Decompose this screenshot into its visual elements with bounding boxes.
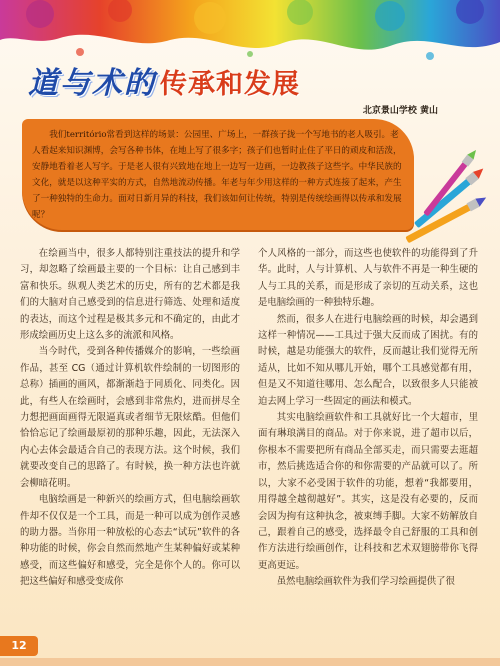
paragraph: 然而，很多人在进行电脑绘画的时候，却会遇到这样一种情况——工具过于强大反而成了困扰。有的时候，越是功能强大的软件，反而越让我们觉得无所适从，比如不知从哪儿开始，哪个工具感觉都有用，但是又不知道往哪用、怎么配合，以致很多人只能被迫去网上学习一些固定的画法和模式。 <box>258 313 478 407</box>
paintbrush-illustration <box>392 150 500 260</box>
title-art-text: 道与术的 <box>28 66 156 101</box>
paragraph: 在绘画当中，很多人都特别注重技法的提升和学习，却忽略了绘画最主要的一个目标：让自己感到丰富和快乐。纵观人类艺术的历史，所有的艺术都是我们的大脑对自己感受到的信息进行筛选、处理和适度的表达，而这个过程是极其多元和不确定的，由此才形成绘画历史上这么多的流派和风格。 <box>20 248 240 342</box>
intro-text: 我们território常看到这样的场景：公园里、广场上，一群孩子拢一个写地书的老人吸引。老人看起来知识渊博，会写各种书体，在地上写了很多字；孩子们也暂时止住了平日的顽皮和活泼，安静地看着老人写字。于是老人很有兴致地在地上一边写一边画，一边教孩子这些字。中华民族的文化，就是以这种平实的方式，自然地流动传播。年老与年少用这样的一种方式连接了起来，产生了一种独特的生命力。面对日新月异的科技，我们该如何让传统，特别是传统绘画得以传承和发展呢？ <box>32 130 402 220</box>
paragraph: 当今时代，受到各种传播媒介的影响，一些绘画作品，甚至 CG（通过计算机软件绘制的一切图形的总称）插画的画风，都渐渐趋于同质化、同类化。因此，有些人在绘画时，会感到非常焦灼，进而拼尽全力想把画面画得无限逼真或者细节无限炫酷。但他们恰恰忘记了绘画最原初的那种乐趣，因此，无法深入内心去体会最适合自己的表现方法。这个时候，我们就要改变自己的思路了。有时候，换一种方法也许就会柳暗花明。 <box>20 346 240 489</box>
paragraph: 个人风格的一部分，而这些也使软件的功能得到了升华。此时，人与计算机、人与软件不再是一种生硬的人与工具的关系，而是形成了亲切的互动关系，这也是电脑绘画的一种独特乐趣。 <box>258 248 478 309</box>
author-byline: 北京景山学校 黄山 <box>362 106 438 116</box>
footer-bar <box>0 658 500 666</box>
page-number: 12 <box>0 636 38 656</box>
intro-callout <box>22 119 414 230</box>
body-column-left <box>20 246 240 591</box>
title-main-text: 传承和发展 <box>160 69 300 100</box>
article-title <box>28 58 300 102</box>
paragraph: 虽然电脑绘画软件为我们学习绘画提供了很 <box>276 576 455 588</box>
body-column-right <box>258 246 478 591</box>
paragraph: 电脑绘画是一种新兴的绘画方式，但电脑绘画软件却不仅仅是一个工具，而是一种可以成为创作灵感的助力器。当你用一种放松的心态去“试玩”软件的各种功能的时候，你会自然而然地产生某种偏好或某种感受，而这些偏好和感受，完全是你个人的。你可以把这些偏好和感受变成你 <box>20 494 240 588</box>
paragraph: 其实电脑绘画软件和工具就好比一个大超市，里面有琳琅满目的商品。对于你来说，进了超市以后，你根本不需要把所有商品全部买走，而只需要去逛超市，然后挑选适合你的和你需要的产品就可以了。所以，大家不必受困于软件的功能，想着“我都要用，用得越全越彻越好”。其实，这是没有必要的，反而会因为拘有这种执念，被束缚手脚。大家不妨解放自己，跟着自己的感受，选择最令自己舒服的工具和创作方法进行绘画创作，让科技和艺术双翅膀带你飞得更高更远。 <box>258 412 478 571</box>
